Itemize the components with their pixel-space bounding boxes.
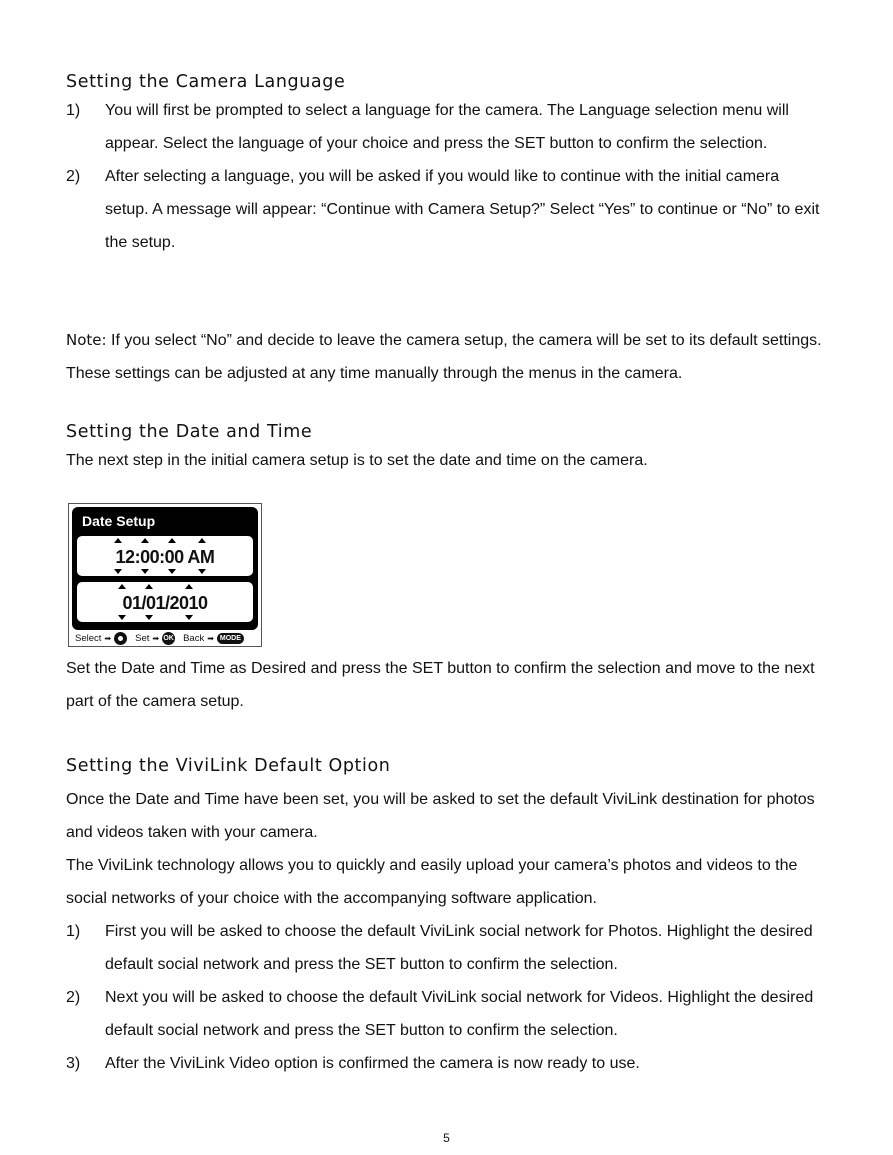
date-field (77, 582, 253, 622)
list-text: After the ViviLink Video option is confirmed the camera is now ready to use. (105, 1055, 640, 1072)
note-text: If you select “No” and decide to leave the camera setup, the camera will be set to its default settings. These settings can be adjusted at any time manually through the menus in the camera. (66, 332, 822, 382)
vivilink-paragraph-2: The ViviLink technology allows you to quickly and easily upload your camera’s photos and videos to the social networks of your choice with the accompanying software application. (66, 857, 798, 907)
arrow-right-icon: ➡ (207, 634, 214, 643)
language-steps-list (66, 94, 826, 259)
back-hint-label: Back (183, 633, 205, 644)
list-item (66, 1047, 826, 1080)
section-heading-date-time: Setting the Date and Time (66, 422, 313, 442)
time-value: 12:00:00 AM (115, 547, 215, 567)
list-number: 2) (66, 168, 81, 185)
time-field (77, 536, 253, 576)
section-heading-camera-language: Setting the Camera Language (66, 72, 346, 92)
list-number: 2) (66, 989, 81, 1006)
date-time-intro: The next step in the initial camera setup is to set the date and time on the camera. (66, 452, 648, 469)
list-number: 1) (66, 102, 81, 119)
list-text: After selecting a language, you will be asked if you would like to continue with the initial camera setup. A message will appear: “Continue with Camera Setup?” Select “Yes” to continue or “No” to exit the setup. (105, 168, 820, 251)
list-item (66, 915, 826, 981)
dpad-icon (114, 632, 127, 645)
select-hint-label: Select (75, 633, 102, 644)
arrow-right-icon: ➡ (152, 634, 160, 643)
list-item (66, 94, 826, 160)
list-item (66, 160, 826, 259)
note-paragraph (66, 324, 826, 390)
screen-footer-hints (75, 632, 244, 645)
ok-button-icon: OK (162, 632, 175, 645)
vivilink-paragraph-1: Once the Date and Time have been set, you will be asked to set the default ViviLink destination for photos and videos taken with your camera. (66, 791, 815, 841)
mode-button-icon: MODE (217, 633, 244, 644)
note-label: Note: (66, 331, 107, 349)
vivilink-steps-list (66, 915, 826, 1080)
date-value: 01/01/2010 (122, 593, 208, 613)
list-text: Next you will be asked to choose the default ViviLink social network for Videos. Highlight the desired default social network and press the SET button to confirm the selection. (105, 989, 814, 1039)
list-text: You will first be prompted to select a language for the camera. The Language selection menu will appear. Select the language of your choice and press the SET button to confirm the selection. (105, 102, 789, 152)
date-setup-screen-figure (68, 503, 262, 647)
screen-display (72, 507, 258, 630)
screen-title: Date Setup (82, 513, 156, 529)
list-item (66, 981, 826, 1047)
list-number: 3) (66, 1055, 81, 1072)
set-hint-label: Set (135, 633, 150, 644)
list-number: 1) (66, 923, 81, 940)
arrow-right-icon: ➡ (104, 634, 112, 643)
list-text: First you will be asked to choose the default ViviLink social network for Photos. Highlight the desired default social network and press the SET button to confirm the selection. (105, 923, 813, 973)
date-time-followup: Set the Date and Time as Desired and press the SET button to confirm the selection and move to the next part of the camera setup. (66, 660, 815, 710)
section-heading-vivilink: Setting the ViviLink Default Option (66, 756, 391, 776)
page-number: 5 (443, 1131, 450, 1145)
